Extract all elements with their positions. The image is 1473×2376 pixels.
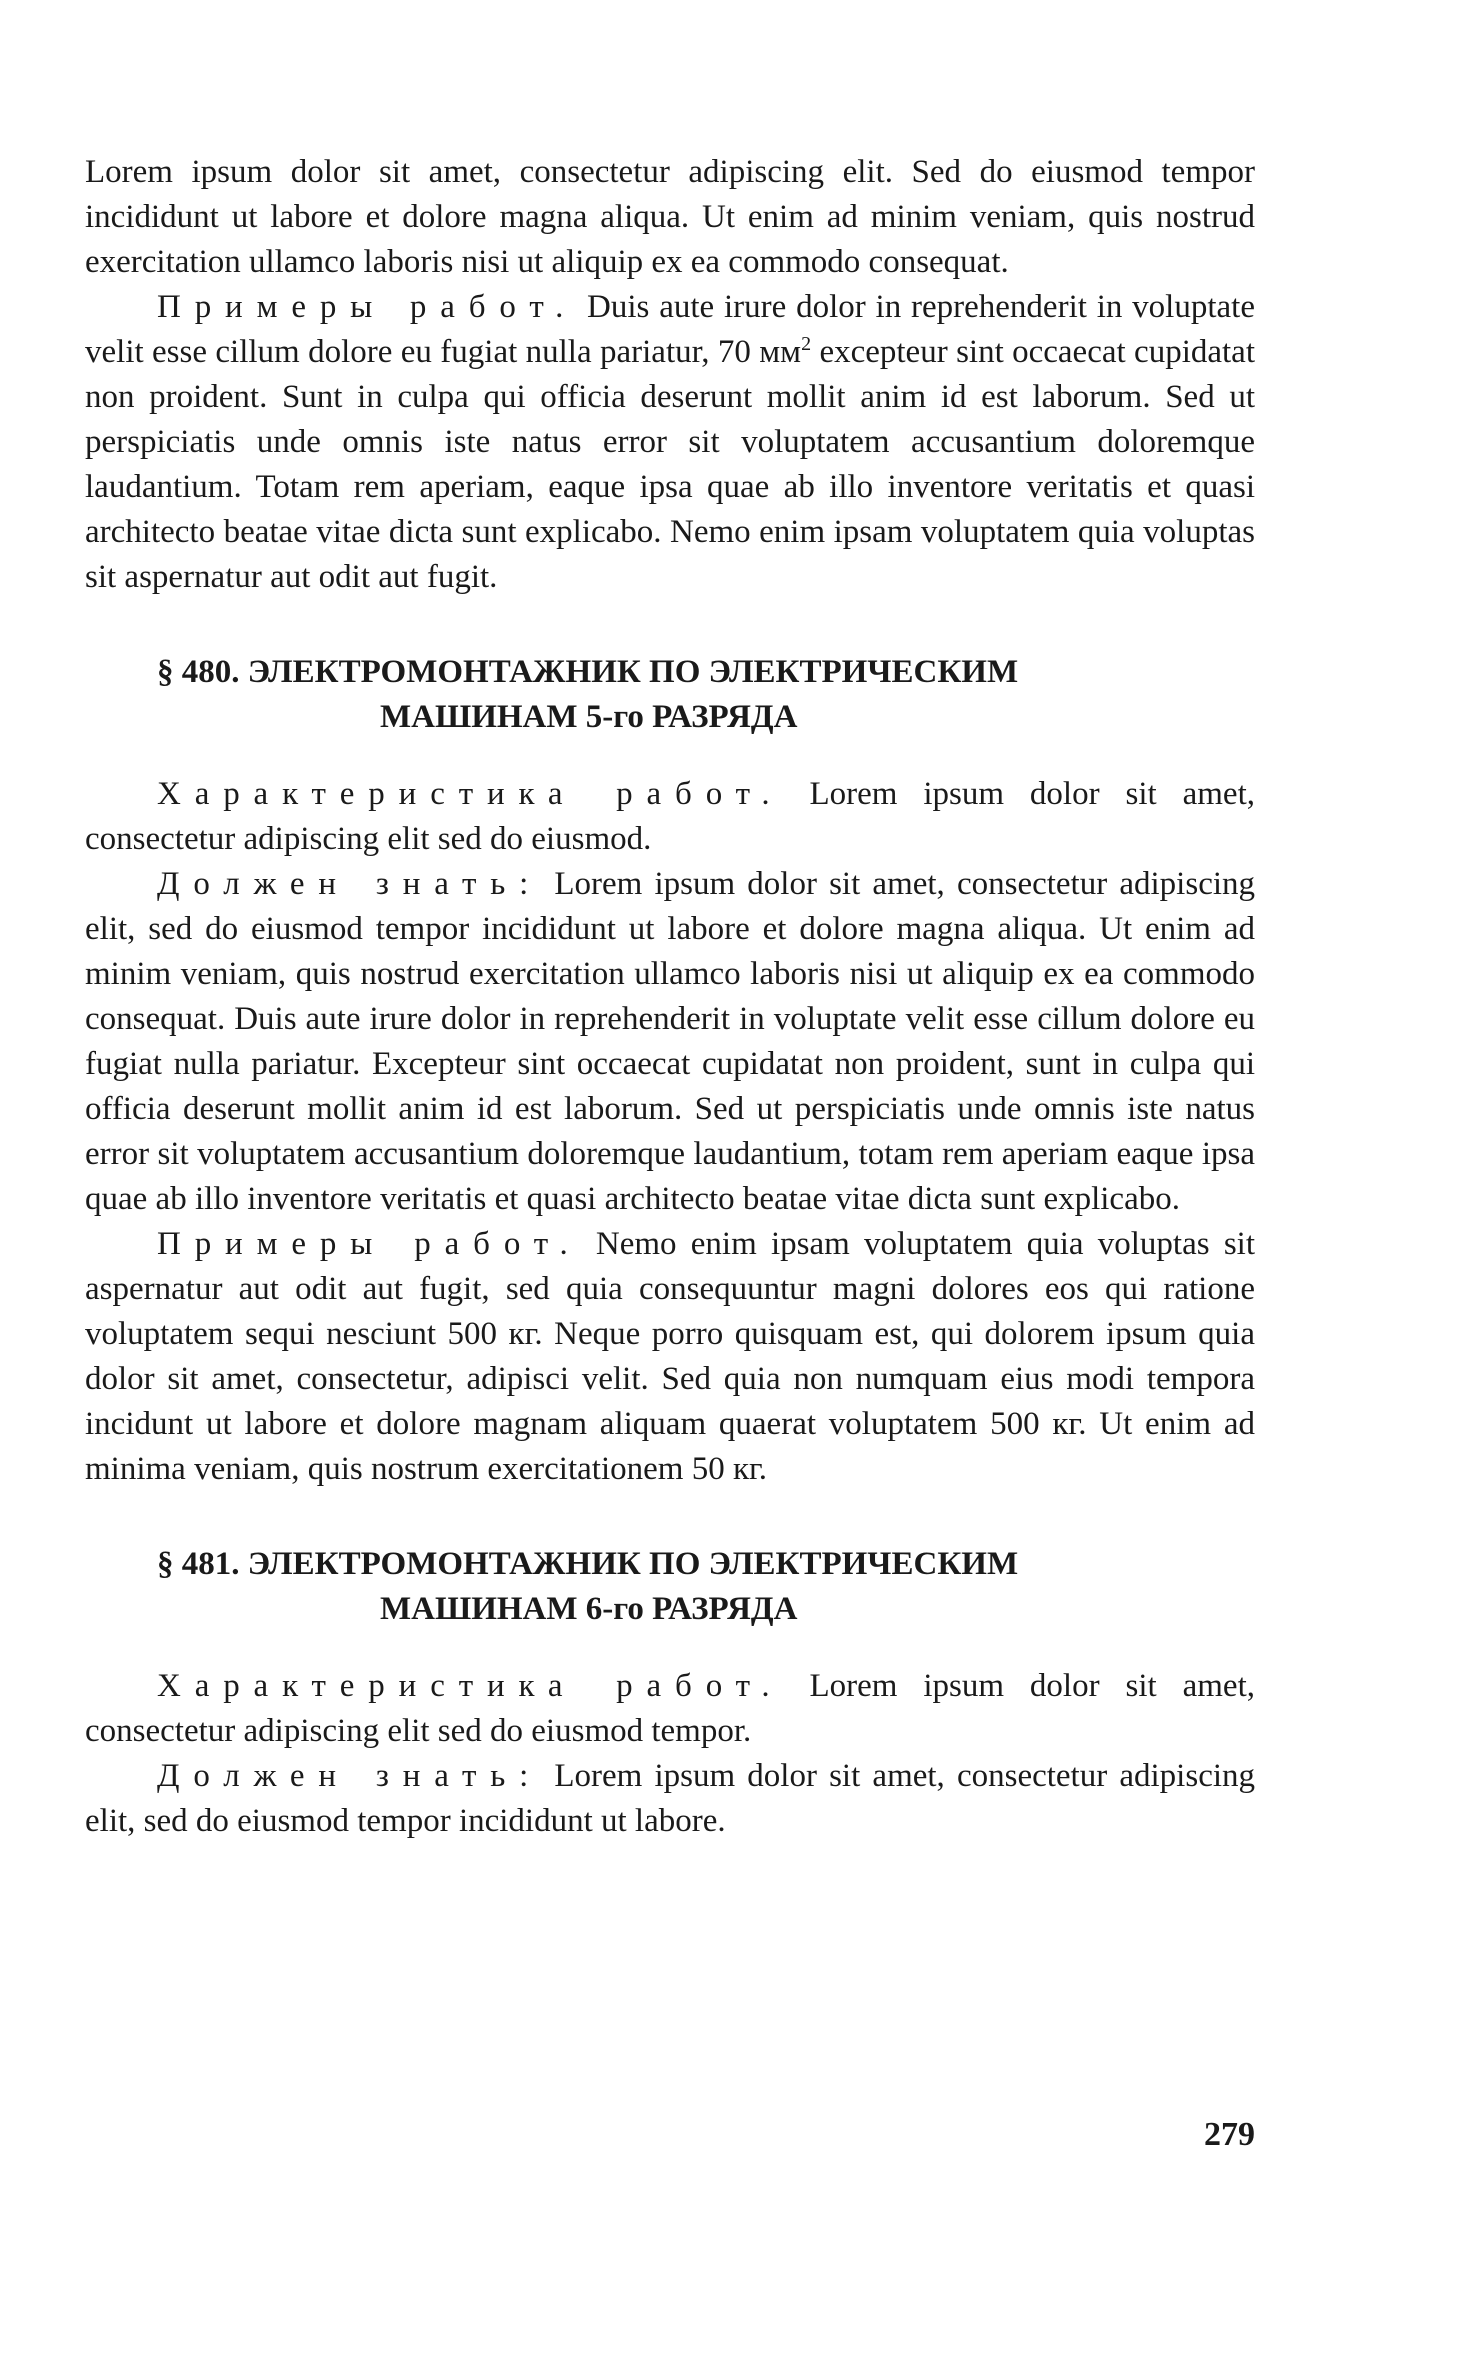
section-480-examples-label: Примеры работ. [157,1226,582,1262]
section-480-heading-line2: МАШИНАМ 5-го РАЗРЯДА [380,699,798,735]
section-481-heading-line2: МАШИНАМ 6-го РАЗРЯДА [380,1591,798,1627]
section-480-examples-text: Nemo enim ipsam voluptatem quia voluptas sit aspernatur aut odit aut fugit, sed quia consequuntur magni dolores eos qui ratione voluptatem sequi nesciunt 500 кг. Neque porro quisquam est, qui dolorem ipsum quia dolor sit amet, consectetur, adipisci velit. Sed quia non numquam eius modi tempora incidunt ut labore et dolore magnam aliquam quaerat voluptatem 500 кг. Ut enim ad minima veniam, quis nostrum exercitationem 50 кг. [85,1226,1255,1487]
section-480-characteristic [85,772,1255,862]
section-481-characteristic-text: Lorem ipsum dolor sit amet, consectetur adipiscing elit sed do eiusmod tempor. [85,1668,1255,1749]
section-481-heading [85,1542,1255,1632]
section-480-knowledge-label: Должен знать: [157,866,543,902]
section-480-heading [85,650,1255,740]
section-481-knowledge-label: Должен знать: [157,1758,543,1794]
intro-examples-paragraph [85,285,1255,600]
section-480-examples [85,1222,1255,1492]
intro-examples-label: Примеры работ. [157,289,578,325]
intro-paragraph [85,150,1255,285]
section-481-characteristic-label: Характеристика работ. [157,1668,784,1704]
section-481-characteristic [85,1664,1255,1754]
text-column [85,150,1255,1844]
section-480-characteristic-text: Lorem ipsum dolor sit amet, consectetur adipiscing elit sed do eiusmod. [85,776,1255,857]
page-number: 279 [1204,2116,1255,2153]
section-480-heading-line1: § 480. ЭЛЕКТРОМОНТАЖНИК ПО ЭЛЕКТРИЧЕСКИМ [157,654,1019,690]
intro-examples-text: Duis aute irure dolor in reprehenderit in voluptate velit esse cillum dolore eu fugiat nulla pariatur, 70 мм [85,289,1255,370]
section-480-knowledge [85,862,1255,1222]
section-480-knowledge-text: Lorem ipsum dolor sit amet, consectetur adipiscing elit, sed do eiusmod tempor incididunt ut labore et dolore magna aliqua. Ut enim ad minim veniam, quis nostrud exercitation ullamco laboris nisi ut aliquip ex ea commodo consequat. Duis aute irure dolor in reprehenderit in voluptate velit esse cillum dolore eu fugiat nulla pariatur. Excepteur sint occaecat cupidatat non proident, sunt in culpa qui officia deserunt mollit anim id est laborum. Sed ut perspiciatis unde omnis iste natus error sit voluptatem accusantium doloremque laudantium, totam rem aperiam eaque ipsa quae ab illo inventore veritatis et quasi architecto beatae vitae dicta sunt explicabo. [85,866,1256,1217]
squared-superscript: 2 [801,333,812,355]
intro-paragraph-text: Lorem ipsum dolor sit amet, consectetur adipiscing elit. Sed do eiusmod tempor incididunt ut labore et dolore magna aliqua. Ut enim ad minim veniam, quis nostrud exercitation ullamco laboris nisi ut aliquip ex ea commodo consequat. [85,154,1255,280]
section-481-knowledge-text: Lorem ipsum dolor sit amet, consectetur adipiscing elit, sed do eiusmod tempor incididunt ut labore. [85,1758,1256,1839]
intro-examples-text-continued: excepteur sint occaecat cupidatat non proident. Sunt in culpa qui officia deserunt mollit anim id est laborum. Sed ut perspiciatis unde omnis iste natus error sit voluptatem accusantium doloremque laudantium. Totam rem aperiam, eaque ipsa quae ab illo inventore veritatis et quasi architecto beatae vitae dicta sunt explicabo. Nemo enim ipsam voluptatem quia voluptas sit aspernatur aut odit aut fugit. [85,334,1255,595]
section-480-characteristic-label: Характеристика работ. [157,776,784,812]
section-481-heading-line1: § 481. ЭЛЕКТРОМОНТАЖНИК ПО ЭЛЕКТРИЧЕСКИМ [157,1546,1019,1582]
section-481-knowledge [85,1754,1255,1844]
